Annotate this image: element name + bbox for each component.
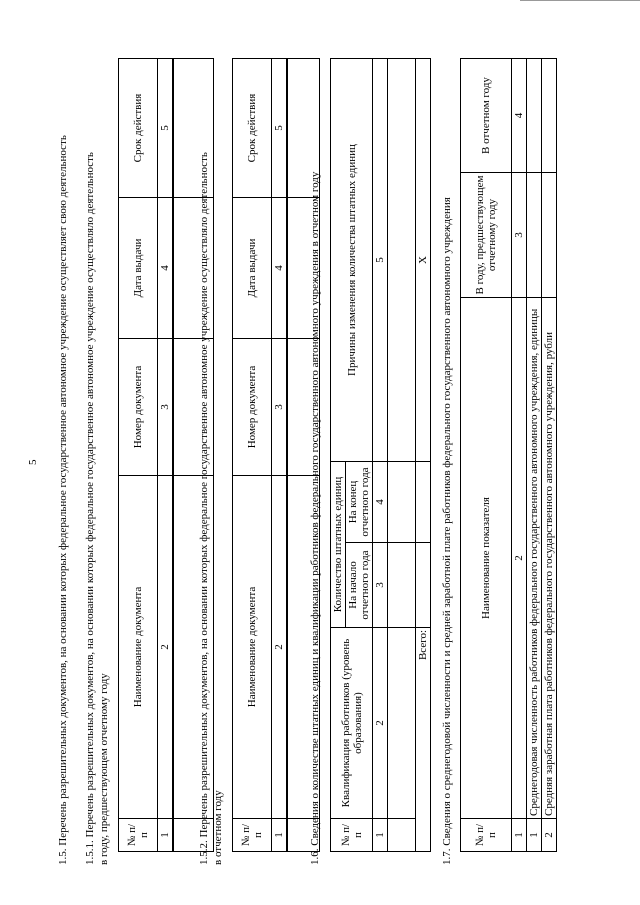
table-total-row [416, 59, 431, 852]
num-cell: 1 [272, 819, 288, 852]
section-1-7-title: 1.7. Сведения о среднегодовой численности и средней заработной плате работников федерального государственного автономного учреждения [441, 197, 453, 865]
section-1-5-2-line2: в отчетном году [212, 790, 224, 865]
col-doc-number-header: Номер документа [119, 339, 158, 476]
num-cell: 3 [373, 543, 388, 628]
num-cell: 1 [158, 819, 174, 852]
table-row [527, 59, 542, 852]
num-cell: 3 [158, 339, 174, 476]
num-cell: 3 [512, 173, 527, 298]
num-cell: 5 [272, 59, 288, 198]
section-1-5-1-line1: 1.5.1. Перечень разрешительных документов, на основании которых федеральное государственное автономное учреждение осуществляло деятельность [84, 152, 96, 865]
num-cell: 2 [158, 476, 174, 819]
num-cell: 3 [272, 339, 288, 476]
table-header-row-1 [331, 59, 346, 852]
section-1-6-title: 1.6. Сведения о количестве штатных единиц и квалификации работников федерального государственного автономного учреждения в отчетном году [309, 171, 321, 865]
page-number: 5 [27, 459, 39, 465]
num-cell: 4 [512, 59, 527, 173]
num-cell: 2 [373, 628, 388, 819]
num-cell: 1 [373, 819, 388, 852]
row-num: 1 [527, 819, 542, 852]
col-start-year-header: На начало отчетного года [346, 543, 373, 628]
col-doc-name-header: Наименование документа [233, 476, 272, 819]
total-mark: X [416, 59, 431, 462]
col-issue-date-header: Дата выдачи [233, 198, 272, 339]
col-doc-name-header: Наименование документа [119, 476, 158, 819]
col-end-year-header: На конец отчетного года [346, 462, 373, 543]
col-qualification-header: Квалификация работников (уровень образования) [331, 628, 373, 819]
num-cell: 4 [272, 198, 288, 339]
col-issue-date-header: Дата выдачи [119, 198, 158, 339]
col-current-year-header: В отчетном году [461, 59, 512, 173]
col-prev-year-header: В году, предшествующем отчетному году [461, 173, 512, 298]
section-1-5-title: 1.5. Перечень разрешительных документов, на основании которых федеральное государственное автономное учреждение осуществляет свою деятельность [57, 135, 69, 865]
num-cell: 4 [158, 198, 174, 339]
table-numbering-row [272, 59, 288, 852]
col-indicator-name-header: Наименование показателя [461, 298, 512, 819]
num-cell: 2 [512, 298, 527, 819]
table-empty-row [388, 59, 416, 852]
col-validity-header: Срок действия [233, 59, 272, 198]
table-header-row [119, 59, 158, 852]
num-cell: 1 [512, 819, 527, 852]
table-numbering-row [512, 59, 527, 852]
col-num-header: № п/п [461, 819, 512, 852]
table-1-5-2 [232, 58, 320, 852]
total-label: Всего: [416, 628, 431, 852]
row-indicator-name: Среднегодовая численность работников федерального государственного автономного учреждения, единицы [527, 298, 542, 819]
num-cell: 4 [373, 462, 388, 543]
table-numbering-row [373, 59, 388, 852]
row-num: 2 [542, 819, 557, 852]
num-cell: 5 [373, 59, 388, 462]
col-count-group-header: Количество штатных единиц [331, 462, 346, 628]
col-num-header: № п/п [119, 819, 158, 852]
num-cell: 2 [272, 476, 288, 819]
col-num-header: № п/п [233, 819, 272, 852]
col-reason-header: Причины изменения количества штатных единиц [331, 59, 373, 462]
table-1-7 [460, 58, 557, 852]
table-header-row [233, 59, 272, 852]
section-1-5-2-line1: 1.5.2. Перечень разрешительных документов, на основании которых федеральное государственное автономное учреждение осуществляло деятельность [198, 152, 210, 865]
table-1-6 [330, 58, 431, 852]
section-1-5-1-line2: в году, предшествующем отчетному году [98, 673, 110, 865]
table-row [542, 59, 557, 852]
col-doc-number-header: Номер документа [233, 339, 272, 476]
row-indicator-name: Средняя заработная плата работников федерального государственного автономного учреждения, рубли [542, 298, 557, 819]
num-cell: 5 [158, 59, 174, 198]
table-numbering-row [158, 59, 174, 852]
table-header-row [461, 59, 512, 852]
col-num-header: № п/п [331, 819, 373, 852]
col-validity-header: Срок действия [119, 59, 158, 198]
